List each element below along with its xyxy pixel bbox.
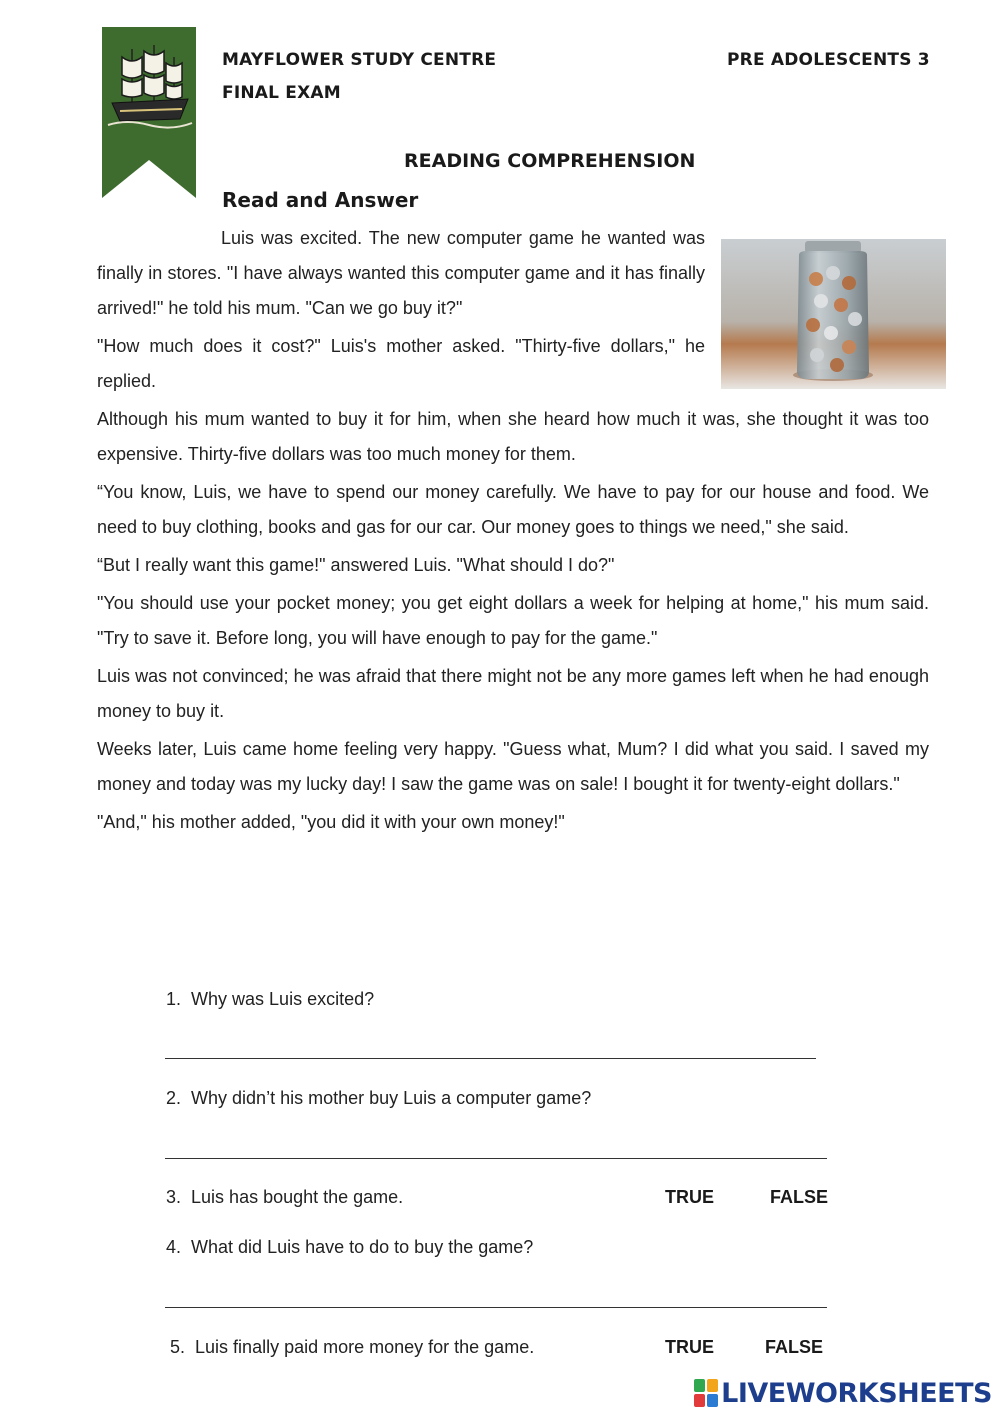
- section-title: READING COMPREHENSION: [404, 150, 696, 172]
- false-option-5[interactable]: FALSE: [765, 1337, 824, 1357]
- school-name: MAYFLOWER STUDY CENTRE: [222, 50, 497, 70]
- question-number: 3.: [166, 1187, 182, 1207]
- question-number: 4.: [166, 1237, 182, 1257]
- story-paragraph: Weeks later, Luis came home feeling very happy. "Guess what, Mum? I did what you said. I saved my money and today was my lucky day! I saw the game was on sale! I bought it for twenty-eight dollars.": [97, 739, 929, 794]
- question-3: [166, 1187, 403, 1208]
- question-text: Why was Luis excited?: [191, 989, 375, 1009]
- story-paragraph: Luis was not convinced; he was afraid that there might not be any more games left when he had enough money to buy it.: [97, 666, 929, 721]
- true-option-3[interactable]: TRUE: [665, 1187, 714, 1207]
- question-text: Luis has bought the game.: [191, 1187, 404, 1207]
- story-paragraph: Although his mum wanted to buy it for him, when she heard how much it was, she thought it was too expensive. Thirty-five dollars was too much money for them.: [97, 409, 929, 464]
- question-number: 2.: [166, 1088, 182, 1108]
- question-number: 5.: [170, 1337, 186, 1357]
- coin-jar-photo: [721, 239, 946, 389]
- question-1: [166, 989, 374, 1010]
- question-2: [166, 1088, 591, 1109]
- question-text: Why didn’t his mother buy Luis a computer game?: [191, 1088, 592, 1108]
- liveworksheets-logo: [693, 1376, 992, 1410]
- answer-line-4[interactable]: [165, 1307, 827, 1308]
- question-4: [166, 1237, 533, 1258]
- question-text: What did Luis have to do to buy the game?: [191, 1237, 534, 1257]
- school-ship-logo-icon: [102, 27, 196, 198]
- liveworksheets-wordmark: LIVEWORKSHEETS: [721, 1377, 992, 1409]
- liveworksheets-logo-icon: [693, 1378, 719, 1408]
- false-option-3[interactable]: FALSE: [770, 1187, 829, 1207]
- subtitle: Read and Answer: [222, 188, 419, 212]
- question-5: [170, 1337, 534, 1358]
- question-number: 1.: [166, 989, 182, 1009]
- class-level: PRE ADOLESCENTS 3: [727, 50, 930, 70]
- reading-passage: [97, 221, 929, 843]
- story-paragraph: Luis was excited. The new computer game he wanted was finally in stores. "I have always wanted this computer game and it has finally arrived!" he told his mum. "Can we go buy it?": [97, 228, 705, 318]
- answer-line-1[interactable]: [165, 1058, 816, 1059]
- story-paragraph: "How much does it cost?" Luis's mother asked. "Thirty-five dollars," he replied.: [97, 336, 705, 391]
- true-option-5[interactable]: TRUE: [665, 1337, 714, 1357]
- story-paragraph: “You know, Luis, we have to spend our money carefully. We have to pay for our house and food. We need to buy clothing, books and gas for our car. Our money goes to things we need," she said.: [97, 482, 929, 537]
- story-paragraph: “But I really want this game!" answered Luis. "What should I do?": [97, 555, 615, 575]
- answer-line-2[interactable]: [165, 1158, 827, 1159]
- exam-title: FINAL EXAM: [222, 83, 341, 103]
- question-text: Luis finally paid more money for the game.: [195, 1337, 535, 1357]
- story-paragraph: "You should use your pocket money; you get eight dollars a week for helping at home," his mum said. "Try to save it. Before long, you will have enough to pay for the game.": [97, 593, 929, 648]
- story-paragraph: "And," his mother added, "you did it with your own money!": [97, 812, 565, 832]
